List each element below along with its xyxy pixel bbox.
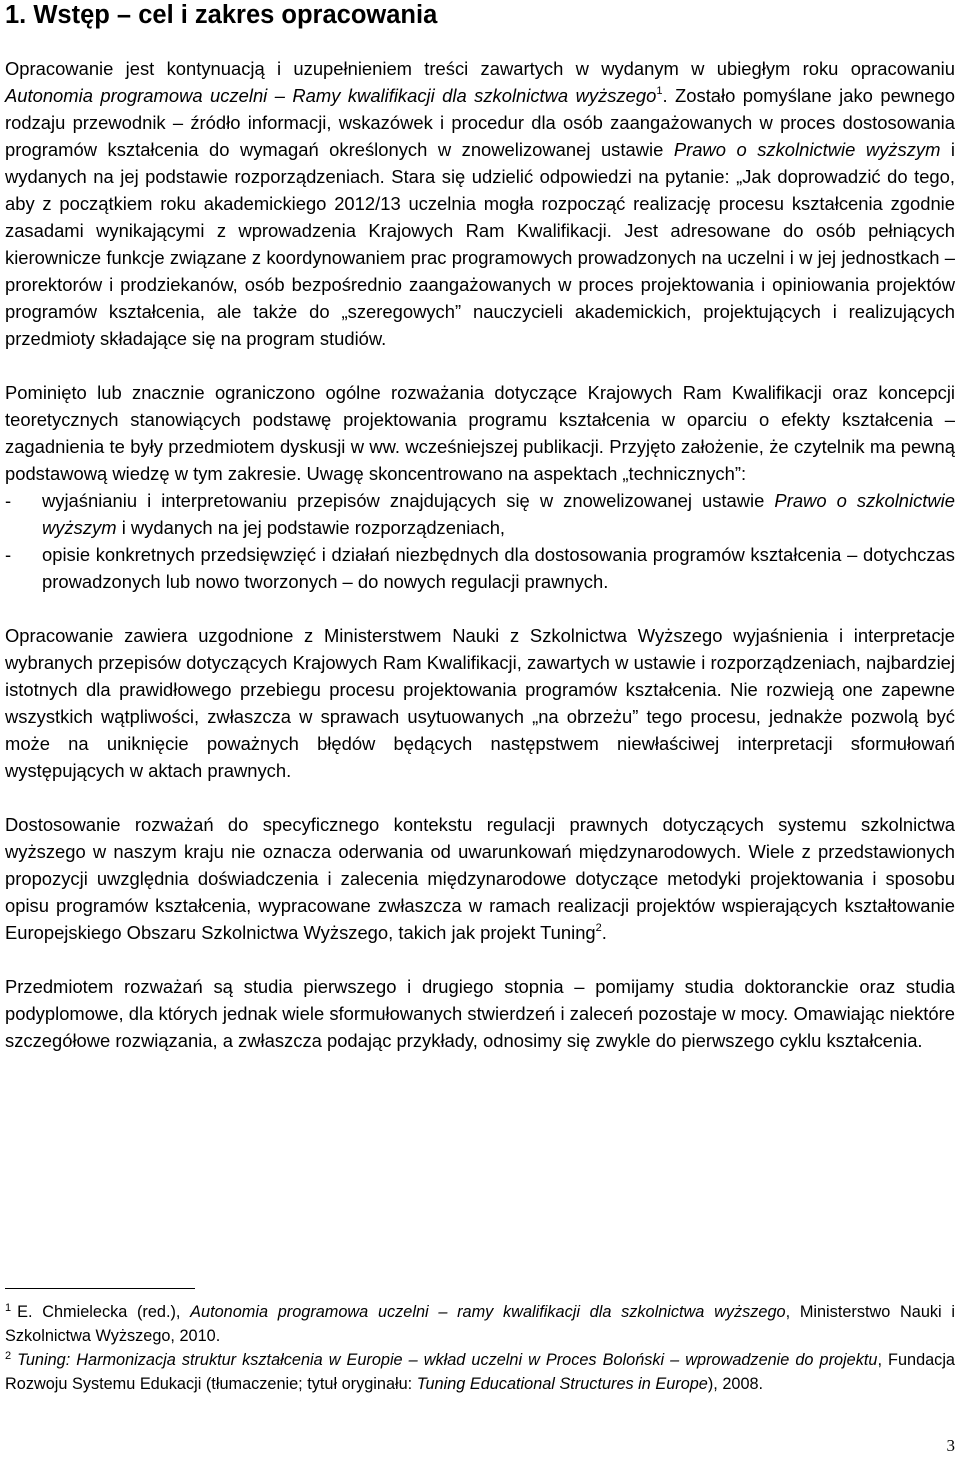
footnote-ref-2[interactable]: 2 [595, 921, 602, 934]
act-title: Prawo o szkolnictwie wyższym [673, 139, 941, 160]
body-text [5, 55, 955, 1054]
section-heading: 1. Wstęp – cel i zakres opracowania [5, 1, 438, 29]
footnotes [5, 1300, 955, 1396]
paragraph-scope: Pominięto lub znacznie ograniczono ogólne rozważania dotyczące Krajowych Ram Kwalifikacji oraz koncepcji teoretycznych stanowiących podstawę projektowania programu kształcenia w oparciu o efekty kształcenia – zagadnienia te były przedmiotem dyskusji w ww. wcześniejszej publikacji. Przyjęto założenie, że czytelnik ma pewną podstawową wiedzę w tym zakresie. Uwagę skoncentrowano na aspektach „technicznych”: [5, 382, 955, 484]
paragraph-international: Dostosowanie rozważań do specyficznego kontekstu regulacji prawnych dotyczących systemu szkolnictwa wyższego w naszym kraju nie oznacza oderwania od uwarunkowań międzynarodowych. Wiele z przedstawionych propozycji uwzględnia doświadczenia i zalecenia międzynarodowe dotyczące metodyki projektowania i sposobu opisu programów kształcenia, wypracowane zwłaszcza w ramach realizacji projektów wspierających kształtowanie Europejskiego Obszaru Szkolnictwa Wyższego, takich jak projekt Tuning$^2$. [5, 814, 955, 943]
paragraph-intro: Opracowanie jest kontynuacją i uzupełnieniem treści zawartych w wydanym w ubiegłym roku opracowaniu Autonomia programowa uczelni – Ramy kwalifikacji dla szkolnictwa wyższego$^1$. Zostało pomyślane jako pewnego rodzaju przewodnik – źródło informacji, wskazówek i procedur dla osób zaangażowanych w proces dostosowania programów kształcenia do wymagań określonych w znowelizowanej ustawie Prawo o szkolnictwie wyższym i wydanych na jej podstawie rozporządzeniach. Stara się udzielić odpowiedzi na pytanie: „Jak doprowadzić do tego, aby z początkiem roku akademickiego 2012/13 uczelnia mogła rozpocząć realizację procesu kształcenia zgodnie zasadami wynikającymi z wprowadzenia Krajowych Ram Kwalifikacji. Jest adresowane do osób pełniących kierownicze funkcje związane z koordynowaniem prac programowych prowadzonych na uczelni i w jej jednostkach – prorektorów i prodziekanów, osób bezpośrednio zaangażowanych w proces projektowania i opiniowania projektów programów kształcenia, ale także do „szeregowych” nauczycieli akademickich, projektujących i realizujących przedmioty składające się na program studiów. [5, 58, 956, 349]
act-title: Prawo o szkolnictwie wyższym [42, 490, 955, 538]
footnote-separator [5, 1288, 195, 1289]
paragraph-ministry: Opracowanie zawiera uzgodnione z Ministerstwem Nauki z Szkolnictwa Wyższego wyjaśnienia i interpretacje wybranych przepisów dotyczących Krajowych Ram Kwalifikacji, zawartych w ustawie i rozporządzeniach, najbardziej istotnych dla prawidłowego przebiegu procesu projektowania programów kształcenia. Nie rozwieją one zapewne wszystkich wątpliwości, zwłaszcza w sprawach usytuowanych „na obrzeżu” tego procesu, jednakże pozwolą być może na uniknięcie poważnych błędów będących następstwem niewłaściwej interpretacji sformułowań występujących w aktach prawnych. [5, 625, 955, 781]
page-number: 3 [946, 1436, 955, 1455]
list-item: - opisie konkretnych przedsięwzięć i działań niezbędnych dla dostosowania programów kształcenia – dotychczas prowadzonych lub nowo tworzonych – do nowych regulacji prawnych. [5, 544, 955, 592]
footnote-2: $^2$ Tuning: Harmonizacja struktur kształcenia w Europie – wkład uczelni w Proces Boloński – wprowadzenie do projektu, Fundacja Rozwoju Systemu Edukacji (tłumaczenie; tytuł oryginału: Tuning Educational Structures in Europe), 2008. [5, 1349, 955, 1393]
footnote-ref-1[interactable]: 1 [656, 84, 663, 97]
footnote-1: $^1$ E. Chmielecka (red.), Autonomia programowa uczelni – ramy kwalifikacji dla szkolnictwa wyższego, Ministerstwo Nauki i Szkolnictwa Wyższego, 2010. [5, 1301, 955, 1345]
paragraph-subject: Przedmiotem rozważań są studia pierwszego i drugiego stopnia – pomijamy studia doktoranckie oraz studia podyplomowe, dla których jednak wiele sformułowanych stwierdzeń i zaleceń pozostaje w mocy. Omawiając niektóre szczegółowe rozwiązania, a zwłaszcza podając przykłady, odnosimy się zwykle do pierwszego cyklu kształcenia. [5, 976, 955, 1051]
technical-aspects-list [5, 487, 955, 595]
cited-title: Autonomia programowa uczelni – Ramy kwalifikacji dla szkolnictwa wyższego [5, 85, 657, 106]
list-item: - wyjaśnianiu i interpretowaniu przepisów znajdujących się w znowelizowanej ustawie Prawo o szkolnictwie wyższym i wydanych na jej podstawie rozporządzeniach, [5, 490, 955, 538]
